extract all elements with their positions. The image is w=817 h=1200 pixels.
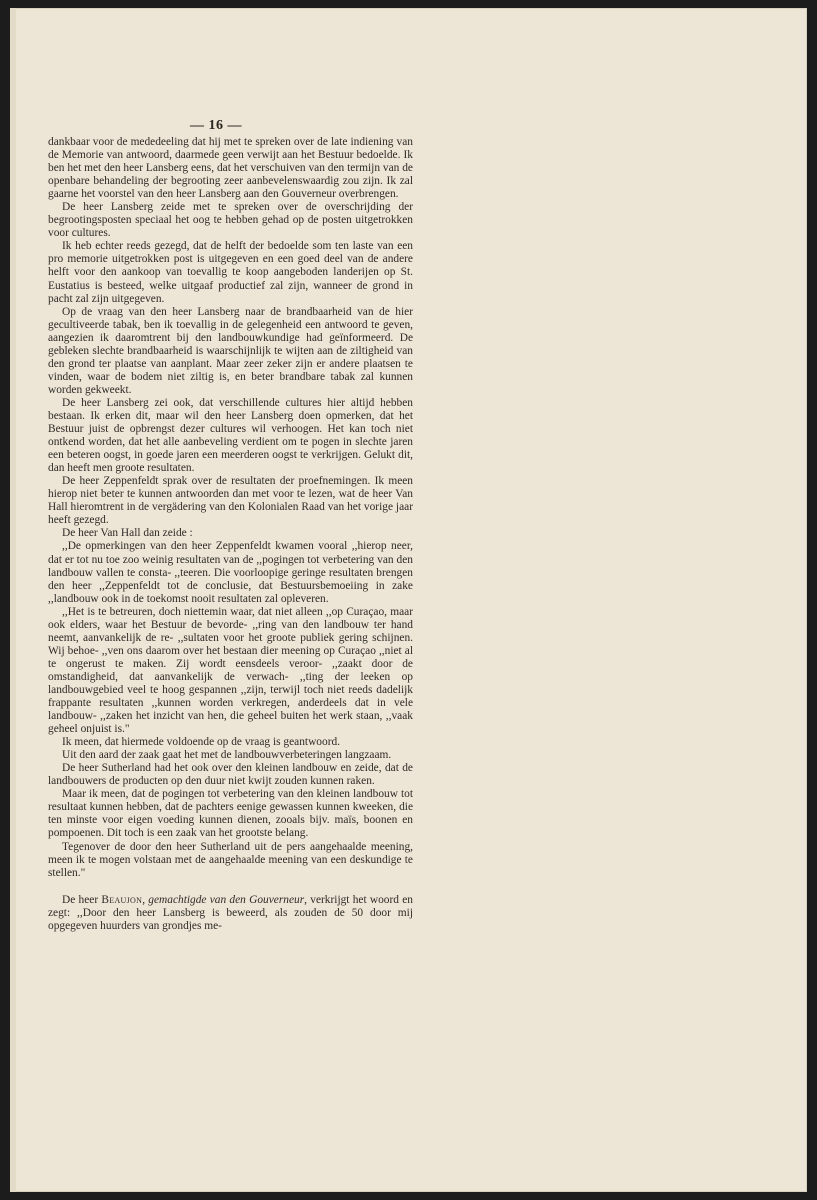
quote-paragraph-2: ,,Het is te betreuren, doch niettemin waar, dat niet alleen ,,op Curaçao, maar ook elders, waar het Bestuur de bevorde- ,,ring van den landbouw ter hand neemt, aanvankelijk de re- ,,sultaten voor het groote publiek gering schijnen. Wij behoe- ,,ven ons daarom over het bestaan dier meening op Curaçao ,,niet al te ongerust te maken. Zij wordt eensdeels veroor- ,,zaakt door de omstandigheid, dat aanvankelijk de verwach- ,,ting der leeken op landbouwgebied veel te hoog gespannen ,,zijn, terwijl toch niet reeds dadelijk frappante resultaten ,,kunnen worden verkregen, anderdeels dat in vele landbouw- ,,zaken het inzicht van hen, die geheel buiten het werk staan, ,,vaak geheel onjuist is." bbox=[48, 605, 413, 736]
page-number: — 16 — bbox=[190, 118, 242, 133]
paragraph-5: De heer Lansberg zei ook, dat verschillende cultures hier altijd hebben bestaan. Ik erken dit, maar wil den heer Lansberg doen opmerken, dat het Bestuur juist de opbrengst dezer cultures wil verhoogen. Het kan toch niet ontkend worden, dat het alle aanbeveling verdient om te pogen in slechte jaren een beteren oogst, in goede jaren een meerderen oogst te verkrijgen. Gelukt dit, dan heeft men groote resultaten. bbox=[48, 396, 413, 475]
paragraph-11: Maar ik meen, dat de pogingen tot verbetering van den kleinen landbouw tot resultaat kunnen hebben, dat de pachters eenige gewassen kunnen kweeken, die ten minste voor eigen voeding kunnen dienen, zooals bijv. maïs, boonen en pompoenen. Dit toch is een zaak van het grootste belang. bbox=[48, 788, 413, 840]
speaker-name: Beaujon bbox=[101, 893, 143, 906]
speaker-role: gemachtigde van den Gouverneur bbox=[148, 893, 305, 906]
closing-lead: De heer bbox=[62, 893, 99, 906]
quote-paragraph-1: ,,De opmerkingen van den heer Zeppenfeldt kwamen vooral ,,hierop neer, dat er tot nu toe zoo weinig resultaten van de ,,pogingen tot verbetering van den landbouw vallen te consta- ,,teeren. Die voorloopige geringe resultaten brengen den heer ,,Zeppenfeldt tot de conclusie, dat Bestuursbemoeiing in zake ,,landbouw ook in de toekomst nooit resultaten zal opleveren. bbox=[48, 540, 413, 605]
paragraph-10: De heer Sutherland had het ook over den kleinen landbouw en zeide, dat de landbouwers de producten op den duur niet kwijt zouden kunnen raken. bbox=[48, 762, 413, 788]
text-column bbox=[48, 136, 413, 933]
closing-text: verkrijgt het woord en zegt: ,,Door den heer Lansberg is beweerd, als zouden de 50 door mij opgegeven huurders van grondjes me- bbox=[48, 893, 413, 932]
paragraph-4: Op de vraag van den heer Lansberg naar de brandbaarheid van de hier gecultiveerde tabak, ben ik toevallig in de gelegenheid een antwoord te geven, aangezien ik daaromtrent bij den landbouwkundige had geïnformeerd. De gebleken slechte brandbaarheid is waarschijnlijk te wijten aan de ziltigheid van den grond ter plaatse van aanplant. Maar zeer zeker zijn er andere plaatsen te vinden, waar de bodem niet ziltig is, en beter brandbare tabak zal kunnen worden gekweekt. bbox=[48, 305, 413, 396]
closing-paragraph: De heer Beaujon, gemachtigde van den Gouverneur, verkrijgt het woord en zegt: ,,Door den heer Lansberg is beweerd, als zouden de 50 door mij opgegeven huurders van grondjes me- bbox=[48, 893, 413, 932]
page-edge bbox=[10, 8, 16, 1192]
paragraph-8: Ik meen, dat hiermede voldoende op de vraag is geantwoord. bbox=[62, 736, 341, 749]
paragraph-6: De heer Zeppenfeldt sprak over de resultaten der proefnemingen. Ik meen hierop niet beter te kunnen antwoorden dan met voor te lezen, wat de heer Van Hall hieromtrent in de vergädering van den Kolonialen Raad van het vorige jaar heeft gezegd. bbox=[48, 475, 413, 527]
paragraph-7: De heer Van Hall dan zeide : bbox=[62, 527, 193, 540]
paragraph-3: Ik heb echter reeds gezegd, dat de helft der bedoelde som ten laste van een pro memorie uitgetrokken post is uitgegeven en een goed deel van de andere helft voor den aankoop van toevallig te koop aangeboden landerijen op St. Eustatius is besteed, welke uitgaaf productief zal zijn, wanneer de grond in pacht zal zijn uitgegeven. bbox=[48, 240, 413, 305]
paragraph-12: Tegenover de door den heer Sutherland uit de pers aangehaalde meening, meen ik te mogen volstaan met de aangehaalde meening van een deskundige te stellen." bbox=[48, 840, 413, 879]
paragraph-9: Uit den aard der zaak gaat het met de landbouwverbeteringen langzaam. bbox=[62, 749, 392, 762]
paragraph-2: De heer Lansberg zeide met te spreken over de overschrijding der begrootingsposten speciaal het oog te hebben gehad op de posten uitgetrokken voor cultures. bbox=[48, 201, 413, 240]
document-page bbox=[10, 8, 807, 1192]
paragraph-1: dankbaar voor de mededeeling dat hij met te spreken over de late indiening van de Memorie van antwoord, daarmede geen verwijt aan het Bestuur bedoelde. Ik ben het met den heer Lansberg eens, dat het verschuiven van den termijn van de openbare behandeling der begrooting zeer aanbevelenswaardig zou zijn. Ik zal gaarne het voorstel van den heer Lansberg aan den Gouverneur overbrengen. bbox=[48, 136, 413, 201]
